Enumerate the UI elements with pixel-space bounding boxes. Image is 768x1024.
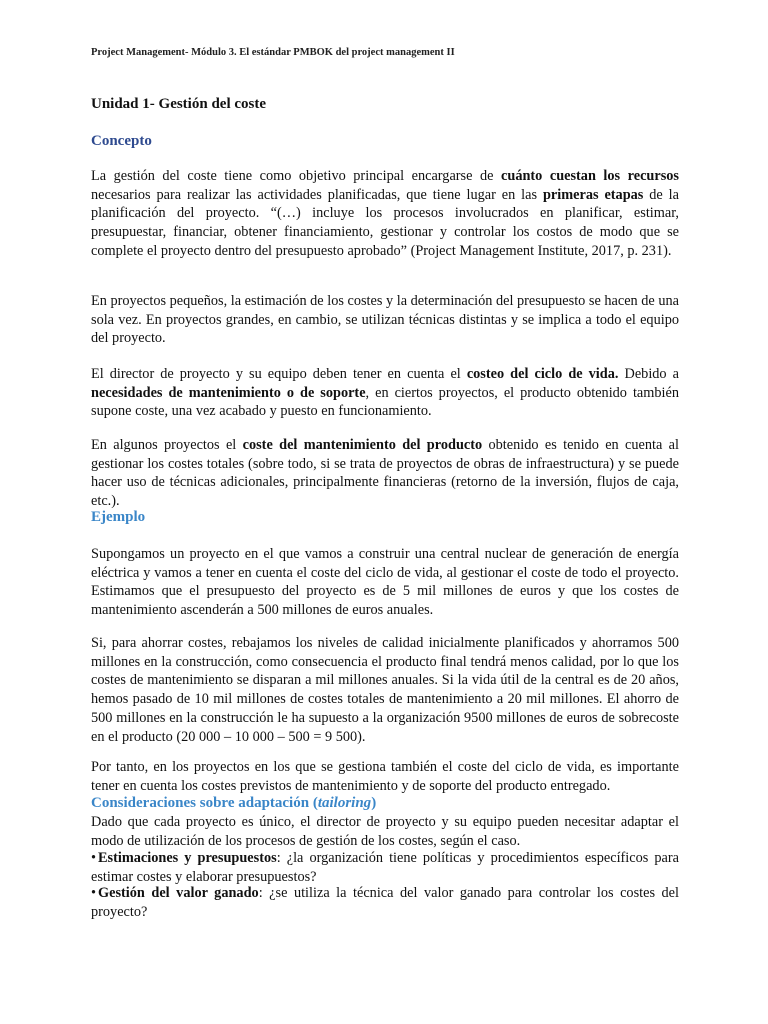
paragraph-mantenimiento <box>91 436 679 511</box>
text-run: En algunos proyectos el <box>91 437 243 453</box>
bold-run: cuánto cuestan los recursos <box>501 168 679 184</box>
text-run: necesarios para realizar las actividades planificadas, que tiene lugar en las <box>91 186 543 203</box>
unit-title: Unidad 1- Gestión del coste <box>91 96 267 112</box>
text-run: Consideraciones sobre adaptación ( <box>91 795 318 811</box>
bold-run: primeras etapas <box>542 186 644 203</box>
ejemplo-heading: Ejemplo <box>91 509 146 525</box>
bullet-icon: • <box>91 850 97 866</box>
paragraph-adaptacion: Dado que cada proyecto es único, el director de proyecto y su equipo pueden necesitar adaptar el modo de utilización de los procesos de gestión de los costes, según el caso. <box>91 814 679 849</box>
page-header: Project Management- Módulo 3. El estándar PMBOK del project management II <box>91 47 455 58</box>
text-run: El director de proyecto y su equipo deben tener en cuenta el <box>91 366 467 382</box>
consideraciones-heading <box>91 795 376 812</box>
italic-run: tailoring <box>317 795 372 811</box>
paragraph-ciclo-vida <box>91 365 679 421</box>
bold-run: Gestión del valor ganado <box>98 885 259 901</box>
concepto-heading: Concepto <box>91 133 152 149</box>
text-run: La gestión del coste tiene como objetivo principal encargarse de <box>91 168 502 184</box>
paragraph-ejemplo: Supongamos un proyecto en el que vamos a construir una central nuclear de generación de energía eléctrica y vamos a tener en cuenta el coste del ciclo de vida, al gestionar el coste de todo el proyecto. Estimamos que el presupuesto del proyecto es de 5 mil millones de euros y que los costes de mantenimiento ascenderán a 500 millones de euros anuales. <box>91 546 679 619</box>
bold-run: Estimaciones y presupuestos <box>98 850 277 866</box>
text-run: , en ciertos proyectos, el producto obtenido también supone coste, una vez acabado y puesto en funcionamiento. <box>91 384 679 420</box>
text-run: obtenido es tenido en cuenta al gestionar los costes totales (sobre todo, si se trata de proyectos de obras de infraestructura) y se puede hacer uso de técnicas adicionales, principalmente financieras (retorno de la inversión, flujos de caja, etc.). <box>91 437 679 510</box>
bold-run: necesidades de mantenimiento o de soporte <box>91 384 366 401</box>
bullet-estimaciones <box>91 849 679 886</box>
text-run: Debido a <box>618 366 679 382</box>
bold-run: costeo del ciclo de vida. <box>466 366 619 382</box>
text-run: : ¿la organización tiene políticas y procedimientos específicos para estimar costes y elaborar presupuestos? <box>91 850 679 885</box>
text-run: : ¿se utiliza la técnica del valor ganado para controlar los costes del proyecto? <box>91 885 679 920</box>
paragraph-ahorro: Si, para ahorrar costes, rebajamos los niveles de calidad inicialmente planificados y ahorramos 500 millones en la construcción, como consecuencia el producto final tendrá menos calidad, por lo que los costes de mantenimiento se disparan a mil millones anuales. Si la vida útil de la central es de 20 años, hemos pasado de 10 mil millones de costes totales de mantenimiento a 20 mil millones. El ahorro de 500 millones en la construcción le ha supuesto a la organización 9500 millones de euros de sobrecoste en el producto (20 000 – 10 000 – 500 = 9 500). <box>91 635 679 745</box>
text-run: de la planificación del proyecto. “(…) incluye los procesos involucrados en planificar, estimar, presupuestar, financiar, obtener financiamiento, gestionar y controlar los costos de modo que se complete el proyecto dentro del presupuesto aprobado” (Project Management Institute, 2017, p. 231). <box>91 186 679 259</box>
bullet-valor-ganado <box>91 884 679 921</box>
paragraph-por-tanto: Por tanto, en los proyectos en los que se gestiona también el coste del ciclo de vida, es importante tener en cuenta los costes previstos de mantenimiento y de soporte del producto entregado. <box>91 759 679 794</box>
text-run: ) <box>371 795 377 811</box>
paragraph-proyectos: En proyectos pequeños, la estimación de los costes y la determinación del presupuesto se hacen de una sola vez. En proyectos grandes, en cambio, se utilizan técnicas distintas y se implica a todo el equipo del proyecto. <box>91 293 679 347</box>
bold-run: coste del mantenimiento del producto <box>242 437 483 453</box>
paragraph-concepto <box>91 167 679 261</box>
bullet-icon: • <box>91 885 97 901</box>
